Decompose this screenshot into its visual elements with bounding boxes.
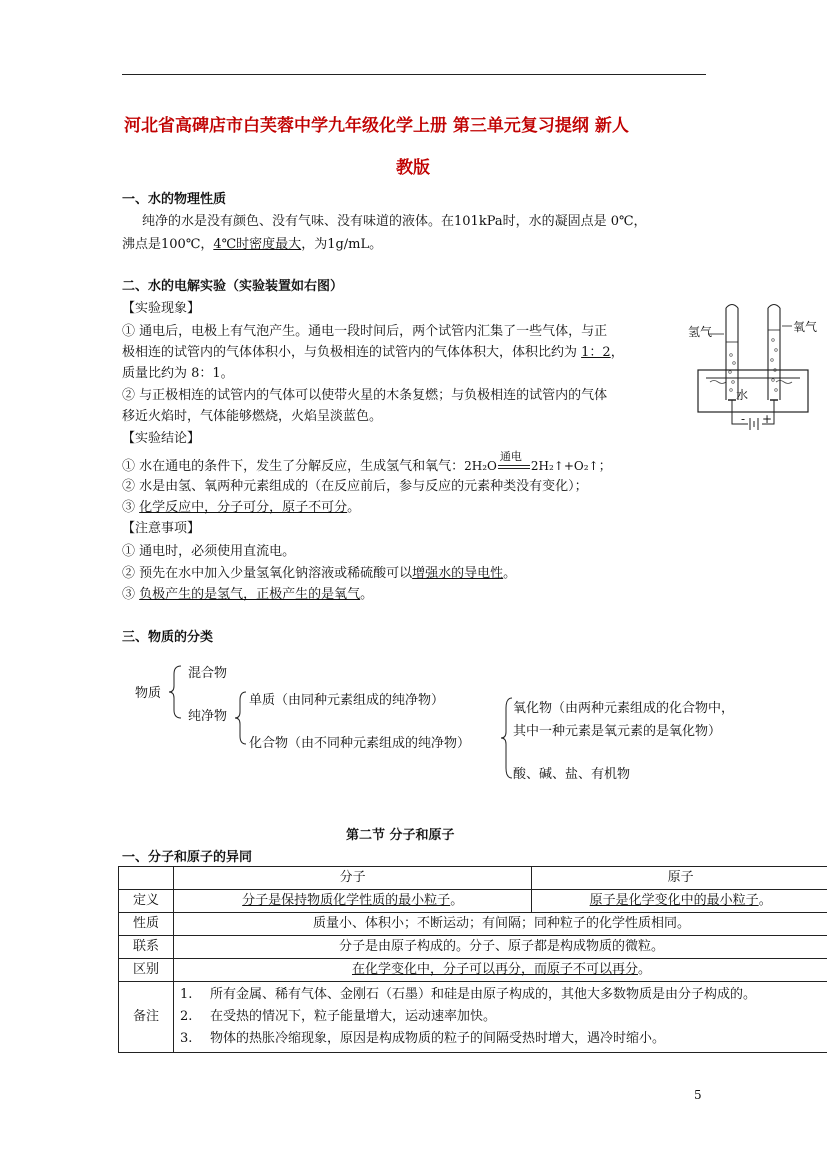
table-row-definition [119,890,827,913]
remark-1: 1. 所有金属、稀有气体、金刚石（石墨）和硅是由原子构成的，其他大多数物质是由分子构成的。 [180,987,757,1002]
tree-node-oxide-line1: 氧化物（由两种元素组成的化合物中， [513,701,735,716]
tree-root-matter: 物质 [135,686,162,701]
section-heading-classification: 三、物质的分类 [122,630,214,645]
remark-3: 3. 物体的热胀冷缩现象，原因是构成物质的粒子的间隔受热时增大，遇冷时缩小。 [180,1031,666,1046]
page-number: 5 [694,1088,702,1102]
paragraph-water-physical-1: 纯净的水是没有颜色、没有气味、没有味道的液体。在101kPa时，水的凝固点是 0℃， [142,214,647,229]
header-rule [122,74,706,75]
diagram-label-oxygen: 氧气 [793,320,818,334]
phenomenon-1-line2: 极相连的试管内的气体体积小，与负极相连的试管内的气体体积大，体积比约为 1：2， [122,345,624,360]
tree-node-element: 单质（由同种元素组成的纯净物） [249,693,445,708]
document-title-line2: 教版 [396,158,430,178]
cell-relation: 分子是由原子构成的。分子、原子都是构成物质的微粒。 [174,936,827,959]
remark-2: 2. 在受热的情况下，粒子能量增大，运动速率加快。 [180,1009,497,1024]
table-row-relation [119,936,827,959]
cell-remarks [174,982,827,1053]
row-label-remarks: 备注 [119,982,174,1053]
equation-condition: 通电 [499,449,522,463]
conclusion-1: ① 水在通电的条件下，发生了分解反应，生成氢气和氧气：2H₂O 通电 2H₂↑+O₂↑； [122,449,612,474]
row-label-property: 性质 [119,913,174,936]
note-1: ① 通电时，必须使用直流电。 [122,544,296,559]
table-row-property [119,913,827,936]
tree-node-oxide-line2: 其中一种元素是氧元素的是氧化物） [513,724,722,739]
brace-pure-substance [234,690,248,746]
cell-definition-atom: 原子是化学变化中的最小粒子。 [532,890,827,913]
section-heading-comparison: 一、分子和原子的异同 [122,850,253,865]
tree-node-mixture: 混合物 [188,666,228,681]
paragraph-water-physical-2: 沸点是100℃，4℃时密度最大，为1g/mL。 [122,237,383,252]
table-header-molecule: 分子 [174,867,532,890]
note-2: ② 预先在水中加入少量氢氧化钠溶液或稀硫酸可以增强水的导电性。 [122,566,517,581]
row-label-definition: 定义 [119,890,174,913]
table-row-difference [119,959,827,982]
diagram-positive-sign: + [762,412,773,426]
conclusion-3: ③ 化学反应中，分子可分，原子不可分。 [122,500,361,515]
note-3: ③ 负极产生的是氢气，正极产生的是氧气。 [122,587,374,602]
table-row-header [119,867,827,890]
equation-products: 2H₂↑+O₂↑ [530,459,599,473]
label-notes: 【注意事项】 [122,521,201,536]
table-cell-empty [119,867,174,890]
diagram-label-hydrogen: 氢气 [688,325,713,339]
tree-node-pure-substance: 纯净物 [188,709,228,724]
tree-node-compound: 化合物（由不同种元素组成的纯净物） [249,736,471,751]
document-title-line1: 河北省高碑店市白芙蓉中学九年级化学上册 第三单元复习提纲 新人 [124,116,629,136]
table-row-remarks [119,982,827,1053]
equation-reactant: 2H₂O [464,459,497,473]
section-heading-electrolysis: 二、水的电解实验（实验装置如右图） [122,279,344,294]
cell-property: 质量小、体积小；不断运动；有间隔；同种粒子的化学性质相同。 [174,913,827,936]
phenomenon-2-line2: 移近火焰时，气体能够燃烧，火焰呈淡蓝色。 [122,409,383,424]
diagram-label-water: 水 [736,388,749,402]
cell-definition-molecule: 分子是保持物质化学性质的最小粒子。 [174,890,532,913]
diagram-negative-sign: - [741,412,746,426]
label-phenomenon: 【实验现象】 [122,301,201,316]
table-header-atom: 原子 [532,867,827,890]
cell-difference: 在化学变化中，分子可以再分，而原子不可以再分。 [174,959,827,982]
section-title-molecules-atoms: 第二节 分子和原子 [346,828,455,843]
row-label-difference: 区别 [119,959,174,982]
label-conclusion: 【实验结论】 [122,431,201,446]
comparison-table [118,866,827,1053]
brace-matter [168,664,184,720]
phenomenon-1-line3: 质量比约为 8：1。 [122,366,234,381]
row-label-relation: 联系 [119,936,174,959]
phenomenon-2-line1: ② 与正极相连的试管内的气体可以使带火星的木条复燃；与负极相连的试管内的气体 [122,388,608,403]
phenomenon-1-line1: ① 通电后，电极上有气泡产生。通电一段时间后，两个试管内汇集了一些气体，与正 [122,324,608,339]
brace-compound [500,696,514,780]
tree-node-others: 酸、碱、盐、有机物 [513,767,631,782]
conclusion-2: ② 水是由氢、氧两种元素组成的（在反应前后，参与反应的元素种类没有变化）； [122,479,588,494]
section-heading-water-physical: 一、水的物理性质 [122,192,227,207]
equation-arrow [497,449,531,474]
